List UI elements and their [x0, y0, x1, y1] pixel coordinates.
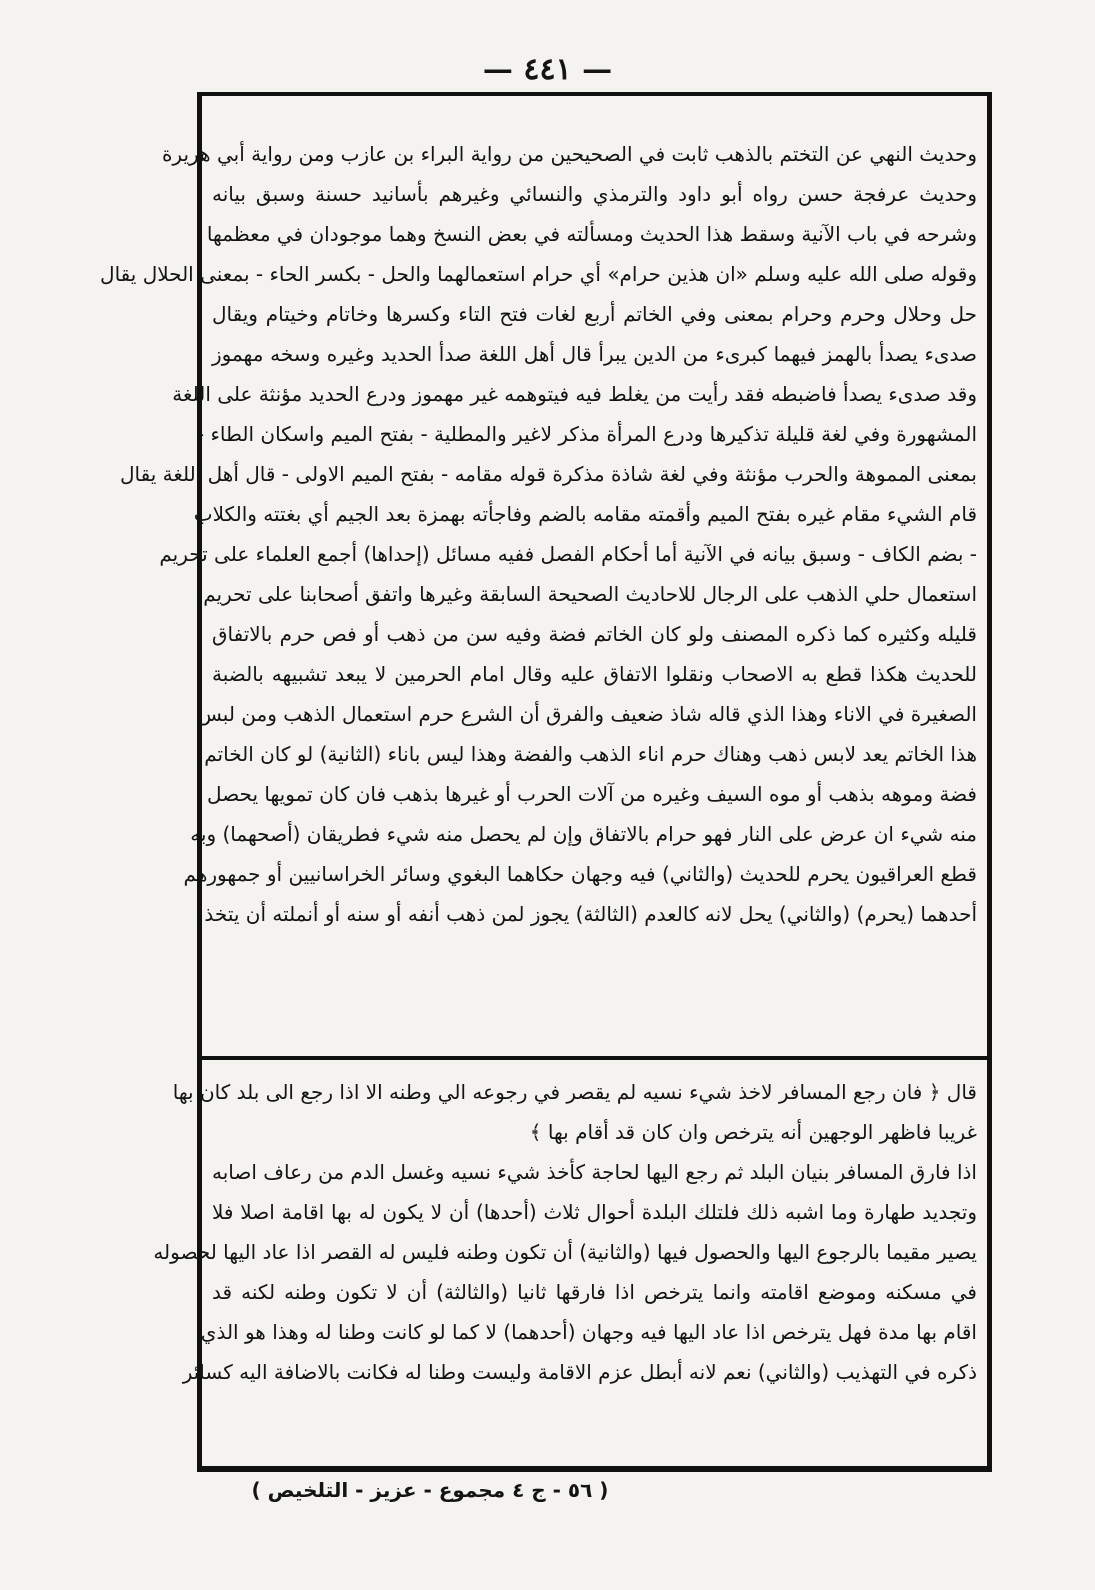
text-line: وشرحه في باب الآنية وسقط هذا الحديث ومسألته في بعض النسخ وهما موجودان في معظمها	[206, 222, 977, 246]
text-line: هذا الخاتم يعد لابس ذهب وهناك حرم اناء الذهب والفضة وهذا ليس باناء (الثانية) لو كان الخاتم	[204, 742, 977, 766]
text-line: ذكره في التهذيب (والثاني) نعم لانه أبطل عزم الاقامة وليست وطنا له فكانت بالاضافة اليه كسائر	[182, 1360, 977, 1384]
text-line: وحديث عرفجة حسن رواه أبو داود والترمذي والنسائي وغيرهم بأسانيد حسنة وسبق بيانه	[212, 182, 977, 206]
text-line: غريبا فاظهر الوجهين أنه يترخص وان كان قد أقام بها ﴾	[529, 1120, 977, 1144]
text-line: قال ﴿ فان رجع المسافر لاخذ شيء نسيه لم يقصر في رجوعه الي وطنه الا اذا رجع الى بلد كان بها	[172, 1080, 977, 1104]
text-line: في مسكنه وموضع اقامته وانما يترخص اذا فارقها ثانيا (والثالثة) أن لا تكون وطنه لكنه قد	[212, 1280, 977, 1304]
text-line: المشهورة وفي لغة قليلة تذكيرها ودرع المرأة مذكر لاغير والمطلية - بفتح الميم واسكان الطاء -	[196, 422, 977, 446]
text-line: يصير مقيما بالرجوع اليها والحصول فيها (والثانية) أن تكون وطنه فليس له القصر اذا عاد اليها لحصوله	[153, 1240, 977, 1264]
text-line: حل وحلال وحرم وحرام بمعنى وفي الخاتم أربع لغات فتح التاء وكسرها وخاتام وخيتام ويقال	[212, 302, 977, 326]
text-line: قطع العراقيون يحرم للحديث (والثاني) فيه وجهان حكاهما البغوي وسائر الخراسانيين أو جمهورهم	[183, 862, 977, 886]
text-line: للحديث هكذا قطع به الاصحاب ونقلوا الاتفاق عليه وقال امام الحرمين لا يبعد تشبيهه بالضبة	[212, 662, 977, 686]
text-line: صدىء يصدأ بالهمز فيهما كبرىء من الدين يبرأ قال أهل اللغة صدأ الحديد وغيره وسخه مهموز	[212, 342, 977, 366]
text-line: منه شيء ان عرض على النار فهو حرام بالاتفاق وإن لم يحصل منه شيء فطريقان (أصحهما) وبه	[190, 822, 977, 846]
text-line: وقوله صلى الله عليه وسلم «ان هذين حرام» أي حرام استعمالهما والحل - بكسر الحاء - بمعنى الحلال يقال	[100, 262, 977, 286]
page-number: — ٤٤١ —	[482, 52, 613, 87]
text-line: وحديث النهي عن التختم بالذهب ثابت في الصحيحين من رواية البراء بن عازب ومن رواية أبي هريرة	[161, 142, 977, 166]
commentary-text	[153, 1072, 977, 1392]
text-line: - بضم الكاف - وسبق بيانه في الآنية أما أحكام الفصل ففيه مسائل (إحداها) أجمع العلماء على تحريم	[159, 542, 977, 566]
main-text	[100, 134, 977, 934]
text-line: قام الشيء مقام غيره بفتح الميم وأقمته مقامه بالضم وفاجأته بهمزة بعد الجيم أي بغتته والكلاب	[193, 502, 977, 526]
text-line: اقام بها مدة فهل يترخص اذا عاد اليها فيه وجهان (أحدهما) لا كما لو كانت وطنا له وهذا هو الذي	[200, 1320, 977, 1344]
page-footer: ( ٥٦ - ج ٤ مجموع - عزيز - التلخيص )	[251, 1478, 609, 1502]
text-frame	[100, 92, 992, 1472]
text-line: وتجديد طهارة وما اشبه ذلك فلتلك البلدة أحوال ثلاث (أحدها) أن لا يكون له بها اقامة اصلا فلا	[212, 1200, 977, 1224]
text-line: اذا فارق المسافر بنيان البلد ثم رجع اليها لحاجة كأخذ شيء نسيه وغسل الدم من رعاف اصابه	[212, 1160, 977, 1184]
text-line: قليله وكثيره كما ذكره المصنف ولو كان الخاتم فضة وفيه سن من ذهب أو فص حرم بالاتفاق	[212, 622, 977, 646]
section-divider	[202, 1056, 987, 1060]
text-line: استعمال حلي الذهب على الرجال للاحاديث الصحيحة السابقة وغيرها واتفق أصحابنا على تحريم	[203, 582, 977, 606]
text-line: وقد صدىء يصدأ فاضبطه فقد رأيت من يغلط فيه فيتوهمه غير مهموز ودرع الحديد مؤنثة على اللغة	[172, 382, 977, 406]
text-line: أحدهما (يحرم) (والثاني) يحل لانه كالعدم (الثالثة) يجوز لمن ذهب أنفه أو سنه أو أنملته أن يتخذ	[204, 902, 977, 926]
text-line: فضة وموهه بذهب أو موه السيف وغيره من آلات الحرب أو غيرها بذهب فان كان تمويها يحصل	[207, 782, 977, 806]
text-line: بمعنى المموهة والحرب مؤنثة وفي لغة شاذة مذكرة قوله مقامه - بفتح الميم الاولى - قال أهل اللغة يقال	[119, 462, 977, 486]
text-line: الصغيرة في الاناء وهذا الذي قاله شاذ ضعيف والفرق أن الشرع حرم استعمال الذهب ومن لبس	[197, 702, 977, 726]
